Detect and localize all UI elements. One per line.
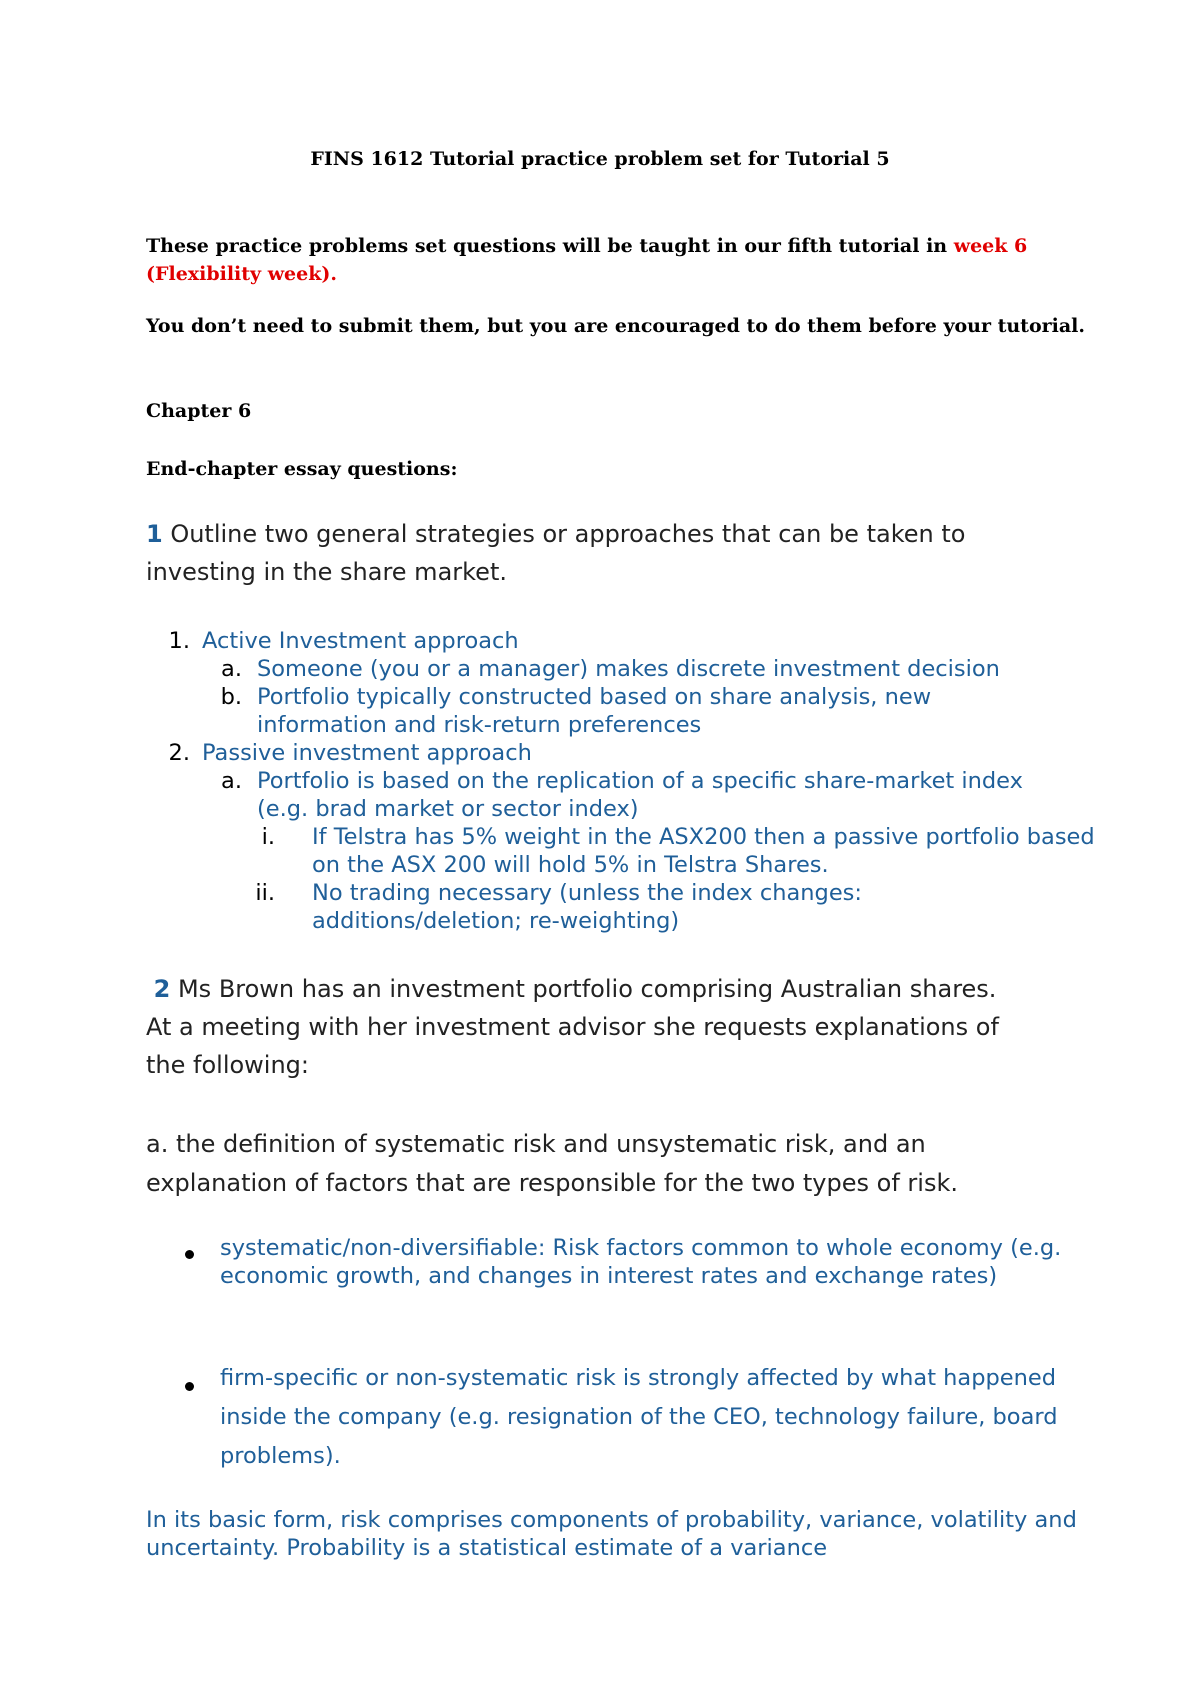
intro-highlight: week 6 (Flexibility week). bbox=[146, 235, 1028, 285]
intro-text: These practice problems set questions will be taught in our fifth tutorial in bbox=[146, 235, 954, 257]
question-2-number: 2 bbox=[153, 975, 171, 1003]
answer-item-1b: Portfolio typically constructed based on share analysis, new information and risk-return preferences bbox=[257, 684, 932, 738]
bullet-dot bbox=[185, 1250, 194, 1259]
question-1-text: Outline two general strategies or approaches that can be taken to investing in the share market. bbox=[146, 520, 966, 586]
list-letter: a. bbox=[221, 768, 242, 794]
question-2 bbox=[146, 970, 1026, 1084]
risk-summary-paragraph: In its basic form, risk comprises components of probability, variance, volatility and uncertainty. Probability is a statistical estimate of a variance bbox=[146, 1507, 1077, 1561]
answer-item-1: Active Investment approach bbox=[202, 628, 519, 654]
list-roman: ii. bbox=[255, 880, 275, 906]
list-roman: i. bbox=[261, 824, 275, 850]
list-number: 2. bbox=[168, 740, 190, 766]
list-letter: a. bbox=[221, 656, 242, 682]
bullet-systematic-risk: systematic/non-diversifiable: Risk factors common to whole economy (e.g. economic growth, and changes in interest rates and exchange rates) bbox=[220, 1235, 1062, 1289]
bullet-dot bbox=[185, 1382, 194, 1391]
question-1 bbox=[146, 515, 1066, 591]
answer-item-2a: Portfolio is based on the replication of a specific share-market index (e.g. brad market or sector index) bbox=[257, 768, 1023, 822]
list-number: 1. bbox=[168, 628, 190, 654]
submit-note: You don’t need to submit them, but you are encouraged to do them before your tutorial. bbox=[146, 315, 1086, 337]
answer-item-2a-i: If Telstra has 5% weight in the ASX200 then a passive portfolio based on the ASX 200 will hold 5% in Telstra Shares. bbox=[312, 824, 1095, 878]
list-letter: b. bbox=[220, 684, 242, 710]
page-title: FINS 1612 Tutorial practice problem set for Tutorial 5 bbox=[310, 148, 890, 170]
answer-item-2a-ii: No trading necessary (unless the index changes: additions/deletion; re-weighting) bbox=[312, 880, 862, 934]
answer-item-2: Passive investment approach bbox=[202, 740, 532, 766]
intro-paragraph bbox=[146, 232, 1066, 288]
bullet-unsystematic-risk: firm-specific or non-systematic risk is strongly affected by what happened inside the company (e.g. resignation of the CEO, technology failure, board problems). bbox=[220, 1365, 1058, 1469]
chapter-title: Chapter 6 bbox=[146, 400, 252, 422]
question-2-part-a: a. the definition of systematic risk and unsystematic risk, and an explanation of factors that are responsible for the two types of risk. bbox=[146, 1130, 958, 1197]
answer-item-1a: Someone (you or a manager) makes discrete investment decision bbox=[257, 656, 1000, 682]
question-2-text: Ms Brown has an investment portfolio comprising Australian shares. At a meeting with her investment advisor she requests explanations of the following: bbox=[146, 975, 999, 1079]
question-1-number: 1 bbox=[146, 520, 163, 548]
essay-heading: End-chapter essay questions: bbox=[146, 458, 458, 480]
